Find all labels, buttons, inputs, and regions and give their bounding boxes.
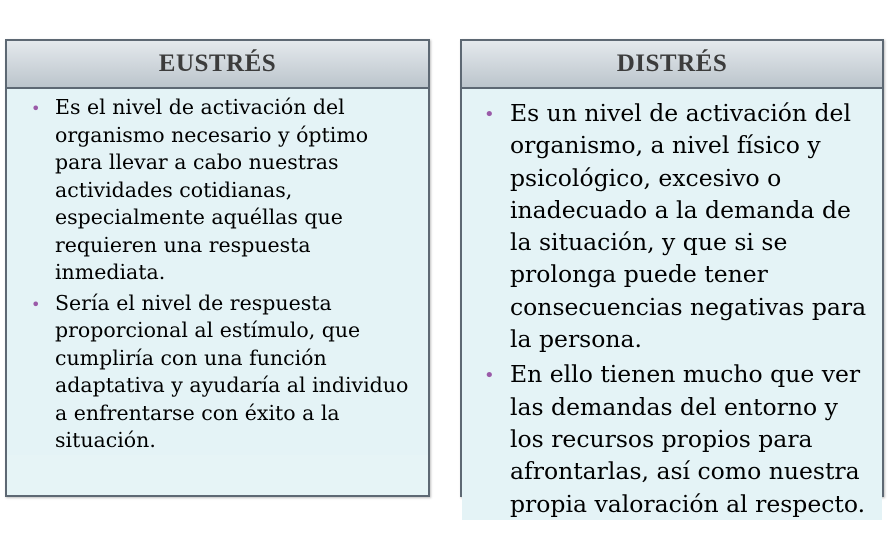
distres-body bbox=[462, 89, 882, 520]
list-item-text: Es un nivel de activación del organismo, a nivel físico y psicológico, excesivo o inadecuado a la demanda de la situación, y que si se prolonga puede tener consecuencias negativas para la persona. bbox=[510, 99, 867, 354]
list-item bbox=[31, 290, 418, 455]
distres-panel bbox=[460, 39, 884, 518]
list-item-text: Sería el nivel de respuesta proporcional al estímulo, que cumpliría con una función adaptativa y ayudaría al individuo a enfrentarse con éxito a la situación. bbox=[55, 290, 409, 452]
list-item bbox=[484, 358, 876, 519]
list-item bbox=[31, 94, 418, 287]
distres-title: DISTRÉS bbox=[462, 41, 882, 89]
list-item bbox=[484, 97, 876, 355]
eustres-title: EUSTRÉS bbox=[7, 41, 428, 89]
bullet-dot-icon: • bbox=[484, 104, 495, 125]
bullet-dot-icon: • bbox=[31, 99, 41, 118]
eustres-panel bbox=[5, 39, 430, 497]
bullet-dot-icon: • bbox=[31, 294, 41, 314]
eustres-body bbox=[7, 89, 428, 455]
eustres-list bbox=[31, 94, 418, 455]
list-item-text: En ello tienen mucho que ver las demandas del entorno y los recursos propios para afrontarlas, así como nuestra propia valoración al respecto. bbox=[510, 360, 866, 518]
bullet-dot-icon: • bbox=[484, 365, 495, 387]
list-item-text: Es el nivel de activación del organismo necesario y óptimo para llevar a cabo nuestras actividades cotidianas, especialmente aquéllas que requieren una respuesta inmediata. bbox=[55, 95, 369, 284]
distres-list bbox=[484, 97, 876, 520]
